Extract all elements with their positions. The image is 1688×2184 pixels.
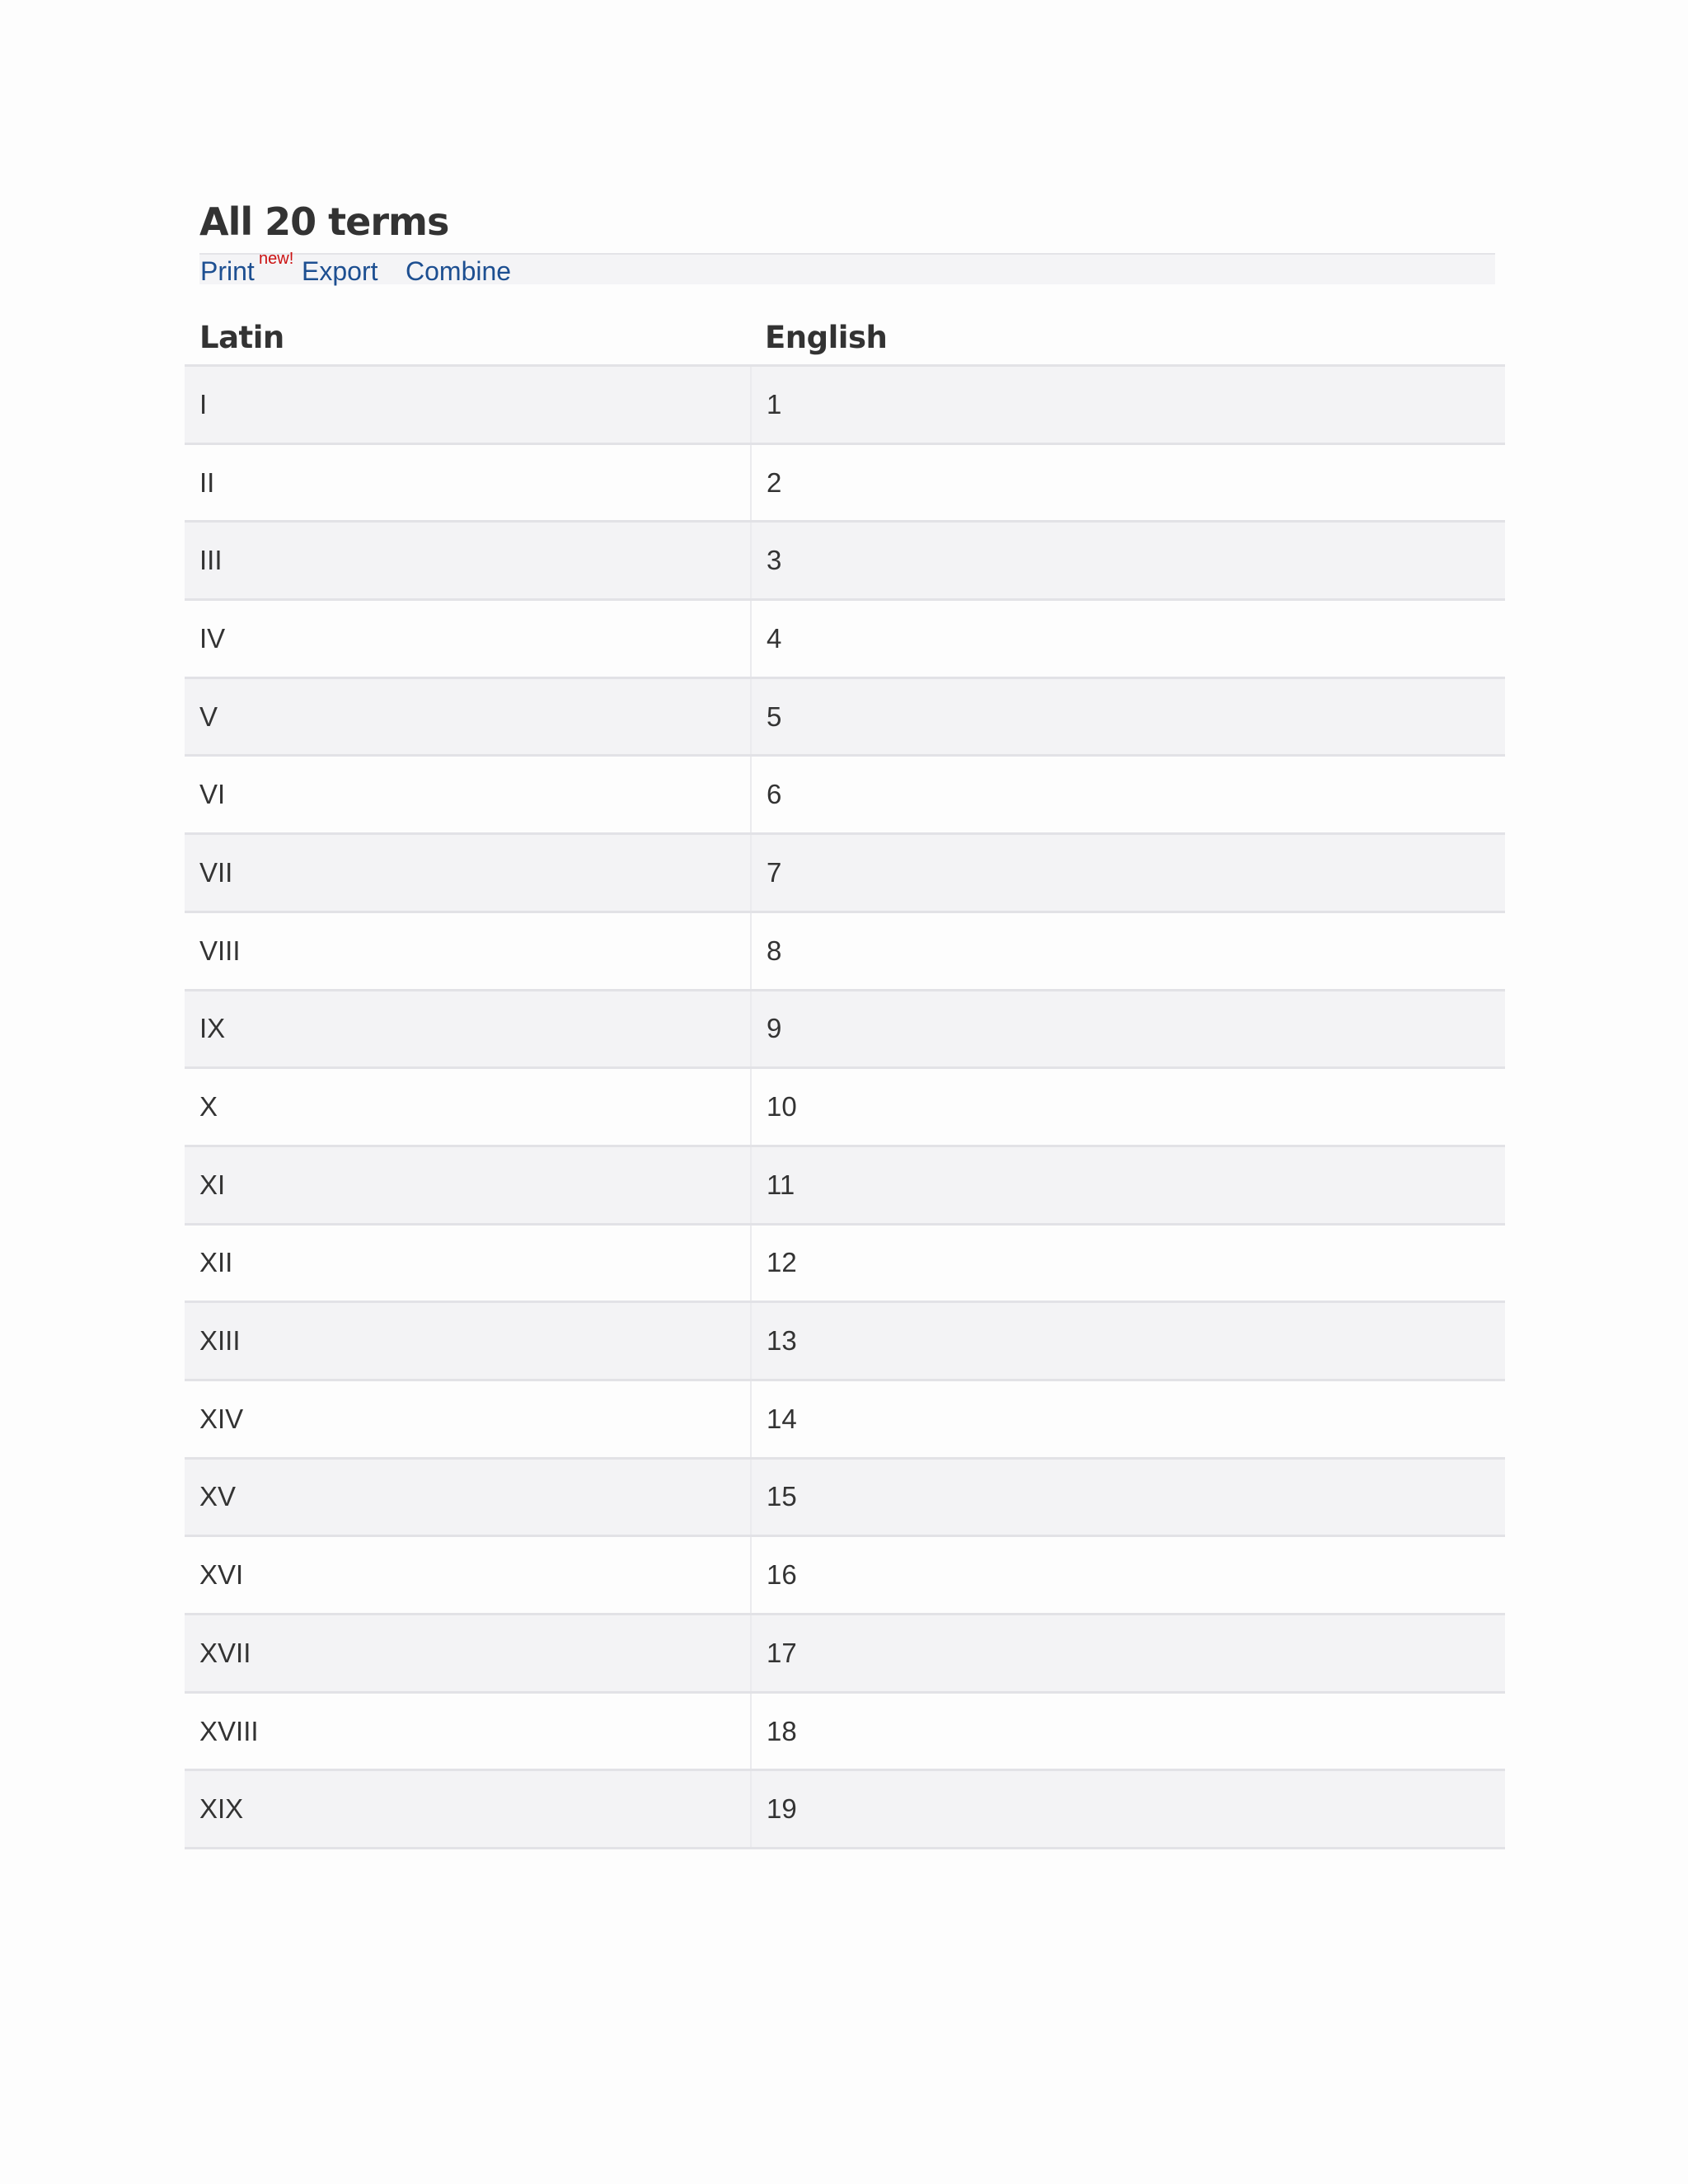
- column-divider: [750, 1069, 752, 1145]
- table-row: [185, 1615, 1505, 1694]
- table-row: [185, 1381, 1505, 1460]
- term-cell: II: [199, 466, 215, 498]
- column-divider: [750, 1381, 752, 1457]
- column-divider: [750, 835, 752, 911]
- definition-cell: 12: [767, 1247, 797, 1278]
- table-row: [185, 1069, 1505, 1147]
- column-divider: [750, 991, 752, 1067]
- table-row: [185, 1147, 1505, 1226]
- term-cell: V: [199, 701, 218, 732]
- term-cell: XVIII: [199, 1715, 259, 1746]
- definition-cell: 3: [767, 545, 782, 576]
- table-row: [185, 835, 1505, 913]
- term-cell: IV: [199, 622, 226, 654]
- table-row: [185, 1460, 1505, 1538]
- term-cell: XII: [199, 1247, 233, 1278]
- term-cell: XIII: [199, 1325, 241, 1357]
- table-row: [185, 523, 1505, 601]
- column-divider: [750, 523, 752, 598]
- term-cell: I: [199, 388, 208, 419]
- definition-cell: 8: [767, 935, 782, 966]
- term-cell: VIII: [199, 935, 241, 966]
- definition-cell: 16: [767, 1559, 797, 1591]
- table-row: [185, 1303, 1505, 1381]
- definition-cell: 10: [767, 1091, 797, 1122]
- term-cell: III: [199, 545, 223, 576]
- definition-cell: 5: [767, 701, 782, 732]
- term-cell: XI: [199, 1169, 226, 1200]
- term-cell: XV: [199, 1481, 237, 1512]
- table-row: [185, 991, 1505, 1070]
- table-row: [185, 1771, 1505, 1849]
- column-divider: [750, 1303, 752, 1379]
- export-link[interactable]: Export: [302, 256, 378, 286]
- definition-cell: 17: [767, 1637, 797, 1668]
- column-divider: [750, 1226, 752, 1301]
- column-header-latin: Latin: [199, 320, 284, 355]
- definition-cell: 11: [767, 1169, 795, 1200]
- column-divider: [750, 367, 752, 443]
- combine-link[interactable]: Combine: [406, 256, 512, 286]
- table-row: [185, 679, 1505, 757]
- new-badge: new!: [259, 250, 294, 268]
- term-cell: XVI: [199, 1559, 244, 1591]
- column-divider: [750, 1460, 752, 1535]
- definition-cell: 2: [767, 466, 782, 498]
- definition-cell: 19: [767, 1793, 797, 1825]
- term-cell: XVII: [199, 1637, 251, 1668]
- table-row: [185, 1694, 1505, 1772]
- terms-table: [185, 364, 1505, 1849]
- definition-cell: 15: [767, 1481, 797, 1512]
- definition-cell: 6: [767, 779, 782, 810]
- column-divider: [750, 1147, 752, 1223]
- term-cell: XIV: [199, 1403, 244, 1434]
- table-row: [185, 601, 1505, 679]
- definition-cell: 7: [767, 856, 782, 888]
- column-divider: [750, 1537, 752, 1613]
- print-link[interactable]: Print: [200, 256, 255, 286]
- table-row: [185, 757, 1505, 835]
- column-header-english: English: [765, 320, 888, 355]
- table-row: [185, 1226, 1505, 1304]
- table-row: [185, 445, 1505, 523]
- definition-cell: 4: [767, 622, 782, 654]
- column-divider: [750, 1771, 752, 1847]
- definition-cell: 13: [767, 1325, 797, 1357]
- action-toolbar: [199, 250, 1495, 286]
- term-cell: XIX: [199, 1793, 244, 1825]
- term-cell: VI: [199, 779, 226, 810]
- column-divider: [750, 913, 752, 989]
- definition-cell: 9: [767, 1013, 782, 1044]
- column-divider: [750, 679, 752, 755]
- page-title: All 20 terms: [199, 199, 449, 244]
- column-divider: [750, 601, 752, 677]
- term-cell: VII: [199, 856, 233, 888]
- table-row: [185, 913, 1505, 991]
- definition-cell: 14: [767, 1403, 797, 1434]
- table-row: [185, 367, 1505, 445]
- definition-cell: 18: [767, 1715, 797, 1746]
- term-cell: IX: [199, 1013, 226, 1044]
- definition-cell: 1: [767, 388, 782, 419]
- term-cell: X: [199, 1091, 218, 1122]
- column-divider: [750, 1694, 752, 1769]
- table-row: [185, 1537, 1505, 1615]
- column-divider: [750, 1615, 752, 1691]
- column-divider: [750, 445, 752, 521]
- column-divider: [750, 757, 752, 832]
